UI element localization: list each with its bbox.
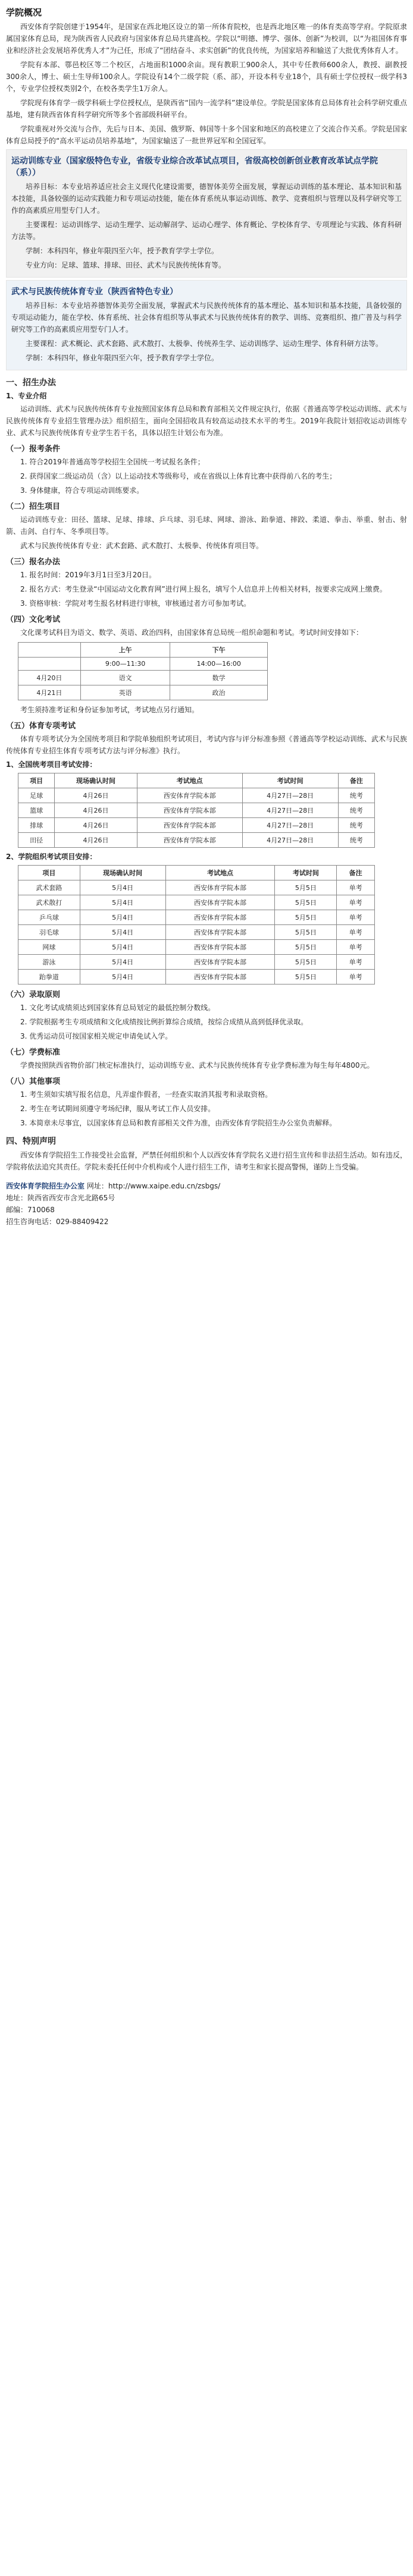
table-cell: 西安体育学院本部 — [165, 970, 275, 985]
major-training-paragraph: 培养目标：本专业培养适应社会主义现代化建设需要，德智体美劳全面发展，掌握运动训练的基本理论、基本知识和基本技能，具备较强的运动实践能力和专项运动技能，能在体育系统从事运动训练、教学、竞赛组织与管理以及科学研究等工作的高素质应用型专门人才。 — [11, 183, 402, 215]
table-cell: 4月26日 — [55, 833, 137, 848]
table-cell: 西安体育学院本部 — [165, 880, 275, 895]
table-cell: 5月5日 — [275, 880, 337, 895]
table-cell: 数学 — [170, 671, 268, 685]
table-row — [18, 895, 375, 910]
table-cell: 语文 — [80, 671, 170, 685]
table-cell: 西安体育学院本部 — [165, 940, 275, 955]
table-cell: 5月4日 — [80, 880, 165, 895]
table-row — [18, 880, 375, 895]
table-cell: 统考 — [338, 818, 374, 833]
sport-table1-caption: 1、全国统考项目考试安排： — [6, 760, 97, 769]
contact-footer — [6, 1180, 407, 1228]
table-cell: 5月5日 — [275, 925, 337, 940]
table-header: 项目 — [18, 866, 80, 880]
sport-table2-caption: 2、学院组织考试项目安排： — [6, 853, 97, 861]
table-cell: 4月27日—28日 — [242, 803, 338, 818]
admit-heading: （六）录取原则 — [6, 990, 61, 999]
table-cell: 英语 — [80, 685, 170, 700]
table-cell: 西安体育学院本部 — [137, 803, 242, 818]
table-cell: 武术套路 — [18, 880, 80, 895]
intro-paragraph: 学院有本部、鄠邑校区等二个校区，占地面积1000余亩。现有教职工900余人，其中专任教师600余人，教授、副教授300余人，博士、硕士生导师100余人。学院设有14个二级学院（系、部），开设本科专业18个，具有硕士学位授权一级学科3个，专业学位授权类别2个，在校各类学生1万余人。 — [6, 61, 407, 93]
table-row — [18, 803, 375, 818]
major-training-title: 运动训练专业（国家级特色专业，省级专业综合改革试点项目，省级高校创新创业教育改革试点学院（系）） — [11, 156, 378, 178]
table-header: 备注 — [338, 773, 374, 788]
table-cell: 单考 — [337, 895, 375, 910]
sport-heading: （五）体育专项考试 — [6, 722, 76, 731]
signup-item: 3. 资格审核：学院对考生报名材料进行审核，审核通过者方可参加考试。 — [20, 599, 251, 608]
phone-value: 029-88409422 — [56, 1218, 109, 1226]
table-cell: 4月26日 — [55, 803, 137, 818]
table-header: 现场确认时间 — [80, 866, 165, 880]
table-cell: 单考 — [337, 970, 375, 985]
table-cell: 单考 — [337, 925, 375, 940]
table-cell: 4月21日 — [18, 685, 81, 700]
table-cell: 5月4日 — [80, 970, 165, 985]
table-cell: 政治 — [170, 685, 268, 700]
website-label: 网址： — [86, 1182, 108, 1190]
table-cell: 统考 — [338, 803, 374, 818]
items-paragraph: 运动训练专业：田径、篮球、足球、排球、乒乓球、羽毛球、网球、游泳、跆拳道、摔跤、柔道、拳击、举重、射击、射箭、击剑、自行车、冬季项目等。 — [6, 515, 407, 536]
notes-item: 2. 考生在考试期间须遵守考场纪律，服从考试工作人员安排。 — [20, 1105, 215, 1113]
table-row — [18, 925, 375, 940]
table-header: 上午 — [80, 643, 170, 658]
table-cell: 4月20日 — [18, 671, 81, 685]
admit-item: 1. 文化考试成绩须达到国家体育总局划定的最低控制分数线。 — [20, 1004, 215, 1012]
table-cell: 西安体育学院本部 — [165, 895, 275, 910]
table-cell: 5月4日 — [80, 895, 165, 910]
table-header: 备注 — [337, 866, 375, 880]
table-cell: 5月5日 — [275, 940, 337, 955]
table-cell: 5月5日 — [275, 970, 337, 985]
table-cell: 4月27日—28日 — [242, 833, 338, 848]
table-cell: 4月26日 — [55, 788, 137, 803]
table-header: 考试时间 — [275, 866, 337, 880]
signup-item: 1. 报名时间：2019年3月1日至3月20日。 — [20, 571, 156, 579]
address-value: 陕西省西安市含光北路65号 — [27, 1194, 115, 1202]
address-label: 地址： — [6, 1194, 28, 1202]
intro-section — [6, 21, 407, 147]
table-cell: 西安体育学院本部 — [137, 788, 242, 803]
table-cell: 西安体育学院本部 — [165, 910, 275, 925]
table-cell: 西安体育学院本部 — [165, 955, 275, 970]
sport-paragraph: 体育专项考试分为全国统考项目和学院单独组织考试项目，考试内容与评分标准参照《普通高等学校运动训练、武术与民族传统体育专业招生体育专项考试方法与评分标准》执行。 — [6, 735, 407, 755]
sport-table2 — [18, 865, 375, 985]
table-cell: 羽毛球 — [18, 925, 80, 940]
table-row — [18, 970, 375, 985]
table-cell: 14:00—16:00 — [170, 658, 268, 671]
fee-paragraph: 学费按照陕西省物价部门核定标准执行，运动训练专业、武术与民族传统体育专业学费标准为每生每年4800元。 — [20, 1061, 374, 1070]
culture-exam-table — [18, 642, 268, 700]
table-cell: 4月27日—28日 — [242, 818, 338, 833]
admit-item: 3. 优秀运动员可按国家相关规定申请免试入学。 — [20, 1032, 173, 1040]
table-header — [18, 643, 81, 658]
table-header: 下午 — [170, 643, 268, 658]
table-row — [18, 788, 375, 803]
sport-table1 — [18, 773, 375, 848]
post-value: 710068 — [27, 1206, 55, 1214]
footer-org: 西安体育学院招生办公室 — [6, 1182, 85, 1190]
table-cell: 跆拳道 — [18, 970, 80, 985]
major-wushu-band — [6, 280, 407, 370]
notes-item: 3. 本简章未尽事宜，以国家体育总局和教育部相关文件为准，由西安体育学院招生办公室负责解释。 — [20, 1119, 337, 1127]
table-cell: 网球 — [18, 940, 80, 955]
major-wushu-paragraph: 培养目标：本专业培养德智体美劳全面发展，掌握武术与民族传统体育的基本理论、基本知识和基本技能，具备较强的专项运动能力，能在学校、体育系统、社会体育组织等从事武术与民族传统体育的教学、训练、竞赛组织、推广普及与科学研究等工作的高素质应用型专门人才。 — [11, 301, 402, 334]
table-cell: 单考 — [337, 940, 375, 955]
table-cell: 4月27日—28日 — [242, 788, 338, 803]
table-cell: 5月4日 — [80, 955, 165, 970]
major-wushu-title: 武术与民族传统体育专业（陕西省特色专业） — [11, 287, 178, 297]
table-row — [18, 671, 268, 685]
intro-paragraph: 学院现有体育学一级学科硕士学位授权点，是陕西省“国内一流学科”建设单位。学院是国家体育总局体育社会科学研究重点基地，建有陕西省体育科学研究所等多个省部级科研平台。 — [6, 99, 407, 119]
major-training-paragraph: 主要课程：运动训练学、运动生理学、运动解剖学、运动心理学、体育概论、学校体育学、专项理论与实践、体育科研方法等。 — [11, 221, 402, 241]
table-cell: 5月5日 — [275, 895, 337, 910]
special-paragraph: 西安体育学院招生工作接受社会监督，严禁任何组织和个人以西安体育学院名义进行招生宣传和非法招生活动。如有违反，学院将依法追究其责任。学院未委托任何中介机构或个人进行招生工作，请考生和家长提高警惕，谨防上当受骗。 — [6, 1151, 407, 1171]
table-cell: 统考 — [338, 788, 374, 803]
table-cell: 田径 — [18, 833, 55, 848]
major-wushu-paragraph: 主要课程：武术概论、武术套路、武术散打、太极拳、传统养生学、运动训练学、运动生理学、体育科研方法等。 — [26, 339, 383, 348]
table-row — [18, 940, 375, 955]
major-training-paragraph: 学制：本科四年，修业年限四至六年，授予教育学学士学位。 — [26, 247, 219, 255]
table-cell: 排球 — [18, 818, 55, 833]
apply-item: 2. 获得国家二级运动员（含）以上运动技术等级称号，或在省级以上体育比赛中获得前八名的考生； — [20, 472, 337, 480]
intro-paragraph: 学院重视对外交流与合作，先后与日本、美国、俄罗斯、韩国等十多个国家和地区的高校建立了交流合作关系。学院是国家体育总局授予的“高水平运动员培养基地”，为国家输送了一批世界冠军和全国冠军。 — [6, 125, 407, 145]
intro-paragraph: 西安体育学院创建于1954年，是国家在西北地区设立的第一所体育院校，也是西北地区唯一的体育类高等学府。学院原隶属国家体育总局，现为陕西省人民政府与国家体育总局共建高校。学院以“明德、博学、强体、创新”为校训，以“为祖国体育事业和经济社会发展培养优秀人才”为己任，形成了“团结奋斗、求实创新”的优良传统，为国家培养和输送了大批优秀体育人才。 — [6, 23, 407, 55]
table-header: 现场确认时间 — [55, 773, 137, 788]
table-cell: 4月26日 — [55, 818, 137, 833]
plan-sub-heading: 1、专业介绍 — [6, 392, 47, 400]
table-cell: 游泳 — [18, 955, 80, 970]
special-heading: 四、特别声明 — [6, 1137, 56, 1146]
notes-heading: （八）其他事项 — [6, 1077, 61, 1086]
table-cell: 5月4日 — [80, 940, 165, 955]
plan-intro: 运动训练、武术与民族传统体育专业按照国家体育总局和教育部相关文件规定执行，依据《普通高等学校运动训练、武术与民族传统体育专业招生管理办法》组织招生，面向全国招收具有较高运动技术水平的考生。2019年我院计划招收运动训练专业、武术与民族传统体育专业学生若干名，具体以招生计划公布为准。 — [6, 405, 407, 437]
table-cell — [18, 658, 81, 671]
table-row — [18, 818, 375, 833]
table-header: 考试时间 — [242, 773, 338, 788]
apply-item: 1. 符合2019年普通高等学校招生全国统一考试报名条件； — [20, 458, 205, 466]
major-training-band — [6, 149, 407, 278]
phone-label: 招生咨询电话： — [6, 1218, 57, 1226]
major-wushu-paragraph: 学制：本科四年，修业年限四至六年，授予教育学学士学位。 — [26, 354, 219, 362]
table-cell: 9:00—11:30 — [80, 658, 170, 671]
table-header: 考试地点 — [137, 773, 242, 788]
notes-item: 1. 考生须如实填写报名信息，凡弄虚作假者，一经查实取消其报考和录取资格。 — [20, 1090, 273, 1099]
table-cell: 5月4日 — [80, 910, 165, 925]
major-training-direction: 专业方向：足球、篮球、排球、田径、武术与民族传统体育等。 — [26, 261, 226, 269]
apply-heading: （一）报考条件 — [6, 445, 61, 454]
table-cell: 5月5日 — [275, 910, 337, 925]
table-cell: 篮球 — [18, 803, 55, 818]
table-cell: 武术散打 — [18, 895, 80, 910]
website-link[interactable]: http://www.xaipe.edu.cn/zsbgs/ — [108, 1182, 221, 1190]
table-cell: 单考 — [337, 955, 375, 970]
admit-item: 2. 学院根据考生专项成绩和文化成绩按比例折算综合成绩，按综合成绩从高到低择优录取。 — [20, 1018, 308, 1026]
fee-heading: （七）学费标准 — [6, 1048, 61, 1057]
table-cell: 西安体育学院本部 — [137, 833, 242, 848]
plan-heading: 一、招生办法 — [6, 378, 56, 388]
signup-item: 2. 报名方式：考生登录“中国运动文化教育网”进行网上报名，填写个人信息并上传相关材料，按要求完成网上缴费。 — [20, 585, 387, 593]
table-row — [18, 955, 375, 970]
table-cell: 足球 — [18, 788, 55, 803]
signup-heading: （三）报名办法 — [6, 558, 61, 567]
table-cell: 统考 — [338, 833, 374, 848]
culture-note: 考生须持准考证和身份证参加考试，考试地点另行通知。 — [20, 706, 199, 714]
table-row — [18, 910, 375, 925]
post-label: 邮编： — [6, 1206, 28, 1214]
table-cell: 5月4日 — [80, 925, 165, 940]
table-cell: 乒乓球 — [18, 910, 80, 925]
table-cell: 西安体育学院本部 — [165, 925, 275, 940]
apply-item: 3. 身体健康，符合专项运动训练要求。 — [20, 486, 144, 495]
table-header: 考试地点 — [165, 866, 275, 880]
table-cell: 5月5日 — [275, 955, 337, 970]
table-cell: 单考 — [337, 880, 375, 895]
table-cell: 西安体育学院本部 — [137, 818, 242, 833]
items-paragraph: 武术与民族传统体育专业：武术套路、武术散打、太极拳、传统体育项目等。 — [20, 542, 264, 550]
culture-heading: （四）文化考试 — [6, 615, 61, 624]
table-header: 项目 — [18, 773, 55, 788]
items-heading: （二）招生项目 — [6, 502, 61, 511]
table-row — [18, 833, 375, 848]
table-row — [18, 685, 268, 700]
culture-paragraph: 文化课考试科目为语文、数学、英语、政治四科，由国家体育总局统一组织命题和考试。考试时间安排如下： — [20, 628, 364, 637]
intro-title: 学院概况 — [6, 7, 42, 18]
table-cell: 单考 — [337, 910, 375, 925]
